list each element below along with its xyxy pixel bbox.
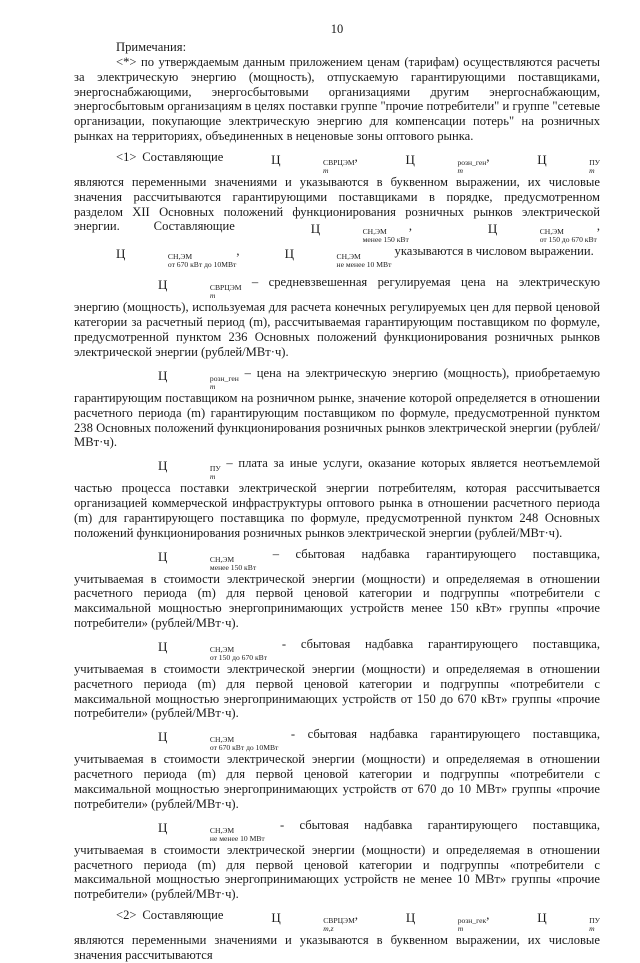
symbol-pu: Ц ПУ m — [537, 151, 601, 175]
paragraph-note-2: <2> Составляющие Ц СВРЦЭМ m,z , Ц розн_гек m , Ц ПУ m являются переменными значениями и указываются в буквенном выражении, их числовые значения рассчитываются — [74, 908, 601, 962]
document-page — [74, 0, 601, 962]
symbol-rozn-gen: Ц розн_ген m — [405, 151, 487, 175]
definition-sn-150-670: Ц СН,ЭМ от 150 до 670 кВт - сбытовая надбавка гарантирующего поставщика, учитываемая в стоимости электрической энергии (мощности) и определяемая в отношении расчетного периода (m) для первой ценовой категории и подгруппы «потребители с максимальной мощностью энергопринимающих устройств от 150 до 670 кВт» группы «прочие потребители» (рублей/МВт·ч). — [74, 636, 600, 721]
page-number: 10 — [330, 22, 344, 36]
symbol-svrcem: Ц СВРЦЭМ m — [271, 151, 355, 175]
symbol-sn-670-10: Ц СН,ЭМ от 670 кВт до 10МВт — [116, 246, 237, 270]
definition-sn-not-less10: Ц СН,ЭМ не менее 10 МВт - сбытовая надбавка гарантирующего поставщика, учитываемая в стоимости электрической энергии (мощности) и определяемая в отношении расчетного периода (m) для первой ценовой категории и подгруппы «потребители с максимальной мощностью энергопринимающих устройств не менее 10 МВт» группы «прочие потребители» (рублей/МВт·ч). — [74, 817, 600, 902]
symbol-sn-less150: Ц СН,ЭМ менее 150 кВт — [310, 221, 409, 245]
paragraph-star-note: <*> по утверждаемым данным приложением ценам (тарифам) осуществляются расчеты за электрическую энергию (мощность), отпускаемую гарантирующими поставщиками, энергоснабжающими, энергосбытовыми организациями другим энергоснабжающим, энергосбытовым организациям в целях поставки группе "прочие потребители" и группе "сетевые организации, покупающие электрическую энергию для компенсации потерь" на розничных рынках на территориях, объединенных в неценовые зоны оптового рынка. — [74, 54, 600, 144]
symbol-pu-2: Ц ПУ m — [537, 910, 601, 934]
definition-rozn-gen: Ц розн_ген m – цена на электрическую энергию (мощность), приобретаемую гарантирующим поставщиком на розничном рынке, значение которой определяется в отношении расчетного периода (m) гарантирующим поставщиком по формуле, предусмотренной пунктом 238 Основных положений функционирования розничных рынков электрической энергии (рублей/МВт·ч). — [74, 365, 600, 450]
paragraph-note-1: <1> Составляющие Ц СВРЦЭМ m , Ц розн_ген m , Ц ПУ m являются переменными значениями и указываются в буквенном выражении, их числовые значения рассчитываются гарантирующими поставщиками в порядке, предусмотренном разделом XII Основных положений функционирования розничных рынков электрической энергии. Составляющие Ц СН,ЭМ менее 150 кВт , Ц СН,ЭМ от 150 до 670 кВт , Ц СН,ЭМ от 670 кВт до 10МВт , Ц СН,ЭМ не менее 10 МВт указываются в числовом выражении. — [74, 149, 601, 270]
document-body — [74, 40, 600, 963]
note-1-mid: являются переменными значениями и указываются в буквенном выражении, их числовые значения рассчитываются гарантирующими поставщиками в порядке, предусмотренном разделом XII Основных положений функционирования розничных рынков электрической энергии. Составляющие — [74, 174, 600, 234]
symbol-svrcem-mz: Ц СВРЦЭМ m,z — [271, 910, 355, 934]
notes-title: Примечания: — [116, 40, 187, 54]
definition-sn-less150: Ц СН,ЭМ менее 150 кВт – сбытовая надбавка гарантирующего поставщика, учитываемая в стоимости электрической энергии (мощности) и определяемая в отношении расчетного периода (m) для первой ценовой категории и подгруппы «потребители с максимальной мощностью энергопринимающих устройств менее 150 кВт» группы «прочие потребители» (рублей/МВт·ч). — [74, 546, 600, 631]
symbol-sn-not-less10: Ц СН,ЭМ не менее 10 МВт — [284, 246, 392, 270]
definition-svrcem: Ц СВРЦЭМ m – средневзвешенная регулируемая цена на электрическую энергию (мощность), используемая для расчета конечных регулируемых цен для первой ценовой категории за расчетный период (m), рассчитываемая гарантирующим поставщиком по формуле, предусмотренной пунктом 236 Основных положений функционирования розничных рынков электрической энергии (рублей/МВт·ч). — [74, 275, 600, 359]
definition-pu: Ц ПУ m – плата за иные услуги, оказание которых является неотъемлемой частью процесса поставки электрической энергии потребителям, которая рассчитывается организацией коммерческой инфраструктуры оптового рынка в отношении расчетного периода (m) для гарантирующего поставщика по формуле, предусмотренной пунктом 248 Основных положений функционирования розничных рынков электрической энергии (рублей/МВт·ч). — [74, 456, 600, 540]
note-1-lead: <1> Составляющие — [116, 149, 224, 164]
symbol-rozn-gek: Ц розн_гек m — [405, 910, 487, 934]
symbol-sn-150-670: Ц СН,ЭМ от 150 до 670 кВт — [487, 221, 597, 245]
note-1-tail: указываются в числовом выражении. — [394, 244, 594, 259]
definition-sn-670-10: Ц СН,ЭМ от 670 кВт до 10МВт - сбытовая надбавка гарантирующего поставщика, учитываемая в стоимости электрической энергии (мощности) и определяемая в отношении расчетного периода (m) для первой ценовой категории и подгруппы «потребители с максимальной мощностью энергопринимающих устройств от 670 до 10 МВт» группы «прочие потребители» (рублей/МВт·ч). — [74, 727, 600, 811]
